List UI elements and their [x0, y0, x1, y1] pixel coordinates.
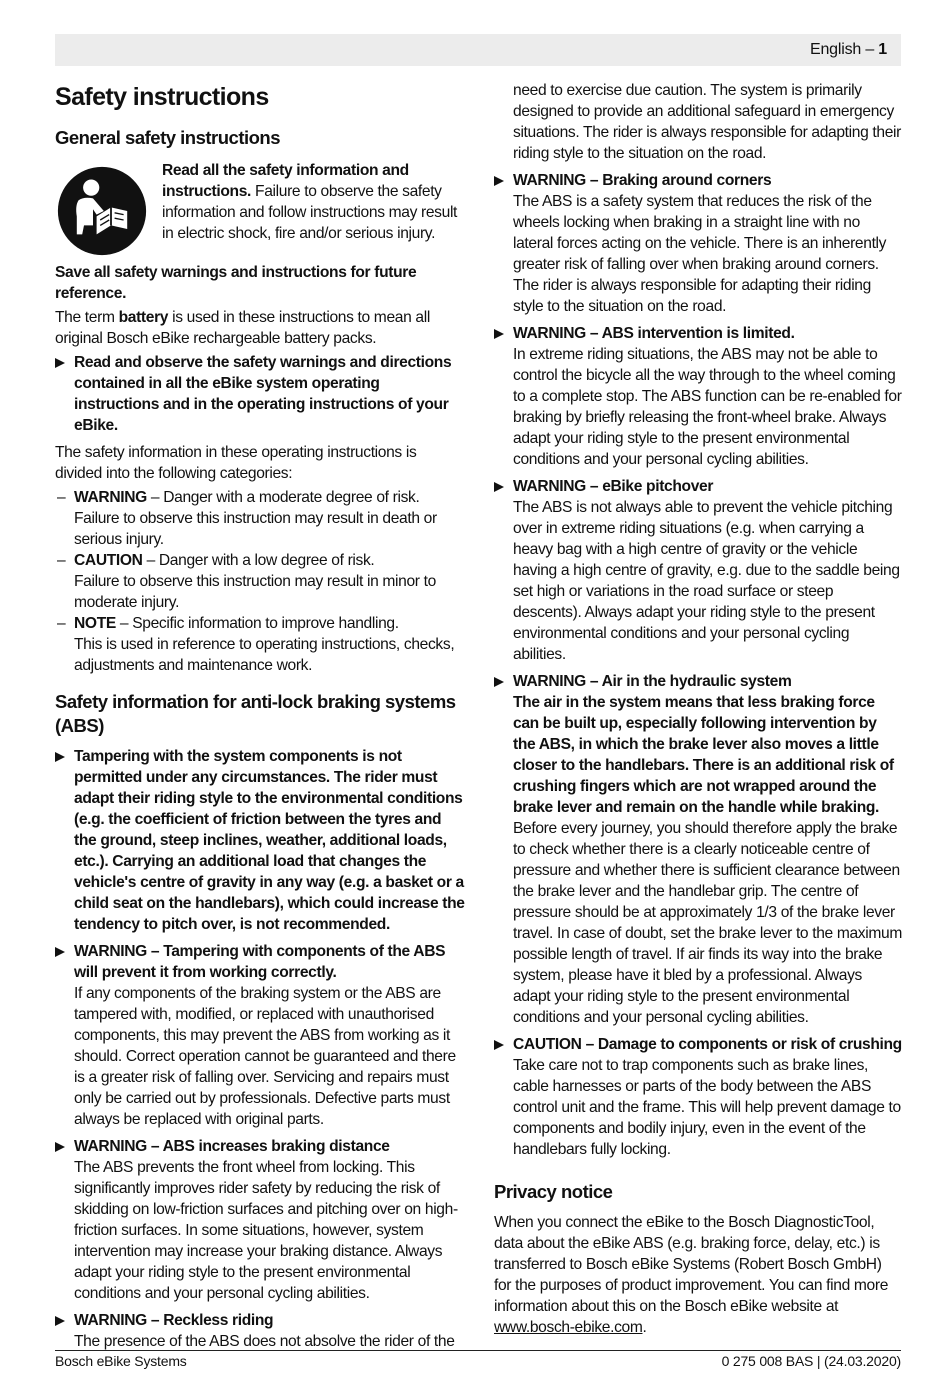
bullet-arrow-icon [494, 176, 504, 186]
warning-body: The ABS prevents the front wheel from locking. This significantly improves rider safety by reducing the risk of skidding on low-friction surfaces and pitching over on high-friction surfaces. In some situations, however, system intervention may increase your braking distance. Always adapt your riding style to the present environmental conditions and your personal cycling abilities. [74, 1159, 458, 1302]
header-separator: – [865, 41, 875, 58]
footer-rule [55, 1350, 901, 1351]
tampering-text: Tampering with the system components is not permitted under any circumstances. The rider must adapt their riding style to the environmental conditions (e.g. the coefficient of friction between the tyres and the ground, steep inclines, weather, additional loads, etc.). Carrying an additional load that changes the vehicle's centre of gravity in any way (e.g. a basket or a child seat on the handlebars), which could increase the tendency to pitch over, is not recommended. [74, 748, 465, 933]
intro-rest: Failure to observe the safety information and follow instructions may result in electric shock, fire and/or serious injury. [162, 183, 458, 242]
caution-body: Take care not to trap components such as brake lines, cable harnesses or parts of the body between the ABS control unit and the frame. This will help prevent damage to components and bodily injury, even in the event of the handlebars fully locking. [513, 1057, 901, 1158]
battery-term: battery [118, 309, 169, 326]
footer-doc-number: 0 275 008 BAS | (24.03.2020) [721, 1353, 901, 1369]
dash-mark: – [57, 615, 66, 632]
warning-item [55, 1310, 467, 1352]
warning-title: WARNING – Tampering with components of the ABS will prevent it from working correctly. [74, 943, 446, 981]
privacy-body: When you connect the eBike to the Bosch DiagnosticTool, data about the eBike ABS (e.g. braking force, delay, etc.) is transferred to Bosch eBike Systems (Robert Bosch GmbH) for the purposes of product improvement. You can find more information about this on the Bosch eBike website at [494, 1214, 889, 1315]
categories-intro: The safety information in these operating instructions is divided into the following categories: [55, 444, 417, 482]
bullet-arrow-icon [494, 677, 504, 687]
bullet-arrow-icon [55, 1142, 65, 1152]
warning-title: WARNING – Air in the hydraulic system [513, 673, 792, 690]
category-item [55, 487, 467, 550]
privacy-heading: Privacy notice [494, 1181, 613, 1202]
warning-title: WARNING – Reckless riding [74, 1312, 274, 1329]
bullet-arrow-icon [55, 752, 65, 762]
bullet-arrow-icon [494, 482, 504, 492]
read-observe-text: Read and observe the safety warnings and directions contained in all the eBike system operating instructions and in the operating instructions of your eBike. [74, 354, 452, 434]
warning-body: The ABS is a safety system that reduces the risk of the wheels locking when braking in a straight line with no lateral forces acting on the vehicle. There is an inherently greater risk of falling over when braking around corners. The rider is always responsible for adapting their riding style to the situation on the road. [513, 193, 887, 315]
intro-bold: Read all the safety information and instructions. [162, 162, 409, 200]
dash-mark: – [57, 552, 66, 569]
warning-item [494, 170, 902, 317]
warning-body: In extreme riding situations, the ABS may not be able to control the bicycle all the way through to the wheel coming to a complete stop. The ABS function can be re-enabled for braking by briefly releasing the front-wheel brake. Always adapt your riding style to the present environmental conditions and your personal cycling abilities. [513, 346, 902, 468]
intro-text [162, 158, 467, 244]
bullet-arrow-icon [494, 1040, 504, 1050]
page-number: 1 [878, 41, 887, 58]
dash-mark: – [57, 489, 66, 506]
category-detail: Failure to observe this instruction may result in minor to moderate injury. [74, 573, 436, 611]
warning-body: The ABS is not always able to prevent the vehicle pitching over in extreme riding situations (e.g. when carrying a heavy bag with a high centre of gravity or the vehicle having a high centre of gravity, e.g. due to the saddle being set high or variations in the road surface or steep descents). Always adapt your riding style to the present environmental conditions and your personal cycling abilities. [513, 499, 900, 663]
category-term: WARNING [74, 489, 147, 506]
bullet-arrow-icon [55, 358, 65, 368]
category-term: NOTE [74, 615, 116, 632]
warning-item [494, 323, 902, 470]
read-observe-item [55, 352, 467, 436]
header-language: English [810, 41, 862, 58]
battery-definition [55, 307, 467, 349]
warning-body-start: The presence of the ABS does not absolve the rider of the [74, 1333, 455, 1350]
caution-item [494, 1034, 902, 1160]
privacy-text [494, 1212, 902, 1338]
tampering-item [55, 746, 467, 935]
warning-title: WARNING – ABS intervention is limited. [513, 325, 795, 342]
bullet-arrow-icon [55, 1316, 65, 1326]
battery-post: is used in these instructions to mean all original Bosch eBike rechargeable battery packs. [55, 309, 430, 347]
warning-body-continued [494, 80, 902, 164]
footer-company: Bosch eBike Systems [55, 1353, 187, 1369]
page-title: Safety instructions [55, 83, 269, 111]
category-text: – Specific information to improve handling. [119, 615, 399, 632]
abs-heading: Safety information for anti-lock braking systems (ABS) [55, 691, 456, 736]
warning-title: WARNING – Braking around corners [513, 172, 772, 189]
intro-block [55, 158, 467, 256]
page-header-label [810, 41, 887, 59]
save-warning [55, 262, 467, 304]
bullet-arrow-icon [494, 329, 504, 339]
category-text: – Danger with a low degree of risk. [146, 552, 375, 569]
warning-body: If any components of the braking system or the ABS are tampered with, modified, or replaced with unauthorised components, this may prevent the ABS from working as it should. Correct operation cannot be guaranteed and there is a greater risk of falling over. Servicing and repairs must only be carried out by professionals. Defective parts must always be replaced with original parts. [74, 985, 456, 1128]
warning-title: WARNING – eBike pitchover [513, 478, 714, 495]
page-header [55, 34, 901, 66]
read-manual-icon [57, 166, 147, 256]
caution-title: CAUTION – Damage to components or risk of crushing [513, 1036, 902, 1053]
category-item [55, 613, 467, 676]
category-item [55, 550, 467, 613]
warning-item [494, 671, 902, 1028]
save-warning-text: Save all safety warnings and instructions for future reference. [55, 264, 417, 302]
right-column [494, 80, 902, 1341]
battery-pre: The term [55, 309, 115, 326]
bosch-ebike-link[interactable]: www.bosch-ebike.com [494, 1319, 643, 1336]
warning-title: WARNING – ABS increases braking distance [74, 1138, 390, 1155]
warning-body-bold: The air in the system means that less braking force can be built up, especially following intervention by the ABS, in which the brake lever also moves a little closer to the handlebars. There is an additional risk of crushing fingers which are not wrapped around the brake lever and remain on the handle while braking. [513, 694, 894, 816]
warning-body: Before every journey, you should therefore apply the brake to check whether there is a clearly noticeable centre of pressure and whether there is sufficient clearance between the brake lever and the handlebar grip. The centre of pressure should be at approximately 1/3 of the brake lever travel. In case of doubt, set the brake lever to the maximum possible length of travel. If air finds its way into the brake system, please have it bled by a professional. Always adapt your riding style to the present environmental conditions and your personal cycling abilities. [513, 820, 902, 1026]
warning-item [55, 1136, 467, 1304]
warning-item [494, 476, 902, 665]
bullet-arrow-icon [55, 947, 65, 957]
warning-item [55, 941, 467, 1130]
category-detail: This is used in reference to operating instructions, checks, adjustments and maintenance work. [74, 636, 455, 674]
left-column [55, 80, 467, 1358]
privacy-end: . [642, 1319, 647, 1336]
warning-body-rest: need to exercise due caution. The system is primarily designed to provide an additional safeguard in emergency situations. The rider is always responsible for adapting their riding style to the situation on the road. [513, 82, 901, 162]
general-safety-heading: General safety instructions [55, 127, 281, 148]
category-detail: Failure to observe this instruction may result in death or serious injury. [74, 510, 437, 548]
category-text: – Danger with a moderate degree of risk. [150, 489, 420, 506]
category-term: CAUTION [74, 552, 143, 569]
